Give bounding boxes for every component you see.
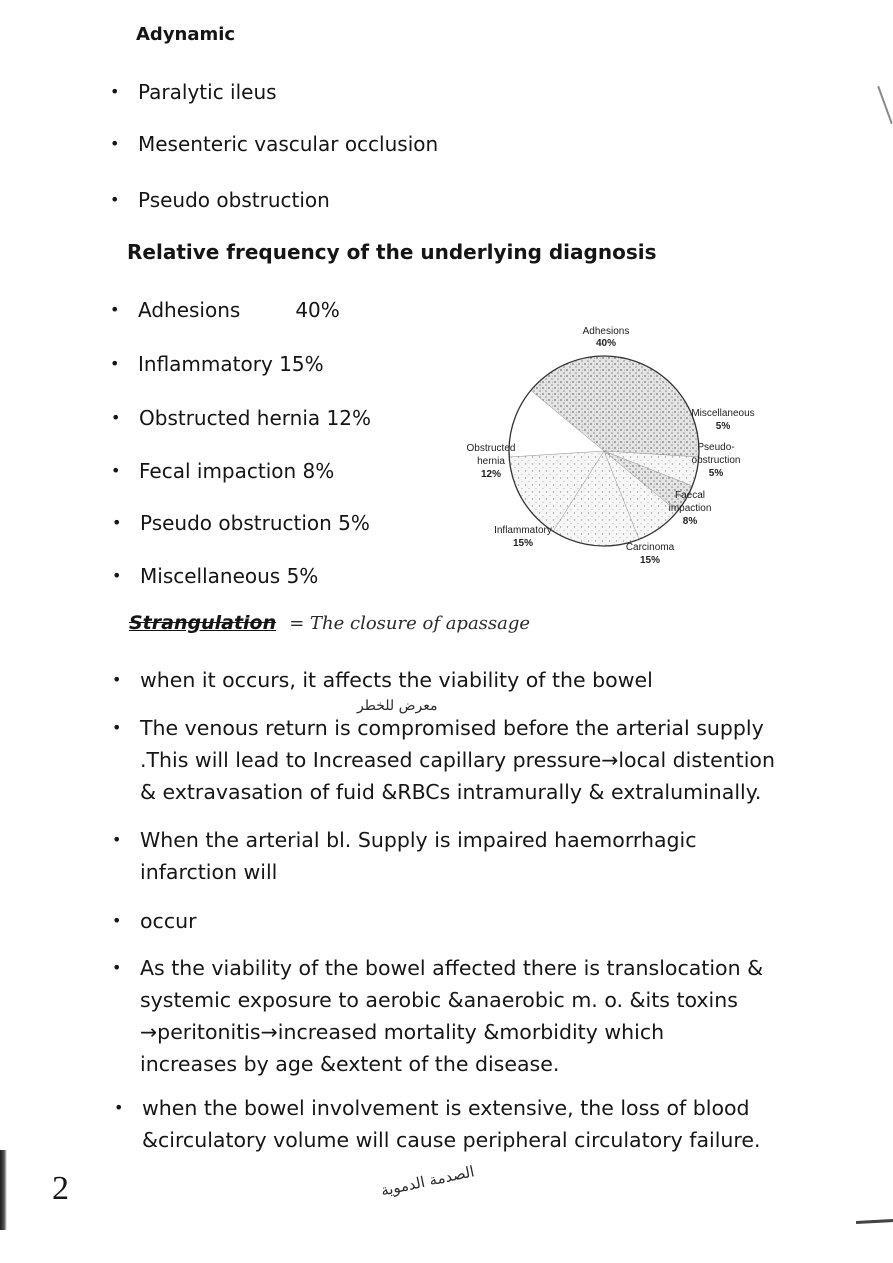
- bullet-icon: •: [112, 958, 122, 977]
- bullet-icon: •: [111, 461, 121, 480]
- pie-label-text: Carcinoma: [625, 542, 675, 553]
- pie-label-value: 15%: [639, 555, 661, 566]
- pie-label-text: obstruction: [691, 455, 741, 466]
- bullet-icon: •: [112, 830, 122, 849]
- list-item: • when the bowel involvement is extensive, the loss of blood &circulatory volume will cause peripheral circulatory failure.: [142, 1092, 761, 1156]
- diagnosis-pie-chart: [440, 315, 780, 575]
- handwritten-note: = The closure of apassage: [289, 613, 531, 634]
- pie-label-text: impaction: [668, 503, 712, 514]
- pie-label-value: 12%: [480, 469, 502, 480]
- page-number: 2: [52, 1170, 69, 1207]
- list-item: • occur: [140, 905, 197, 937]
- list-item: • As the viability of the bowel affected there is translocation & systemic exposure to aerobic &anaerobic m. o. &its toxins →peritonitis→increased mortality &morbidity which increases by age &extent of the disease.: [140, 952, 763, 1080]
- pie-label-text: Faecal: [674, 490, 706, 501]
- pie-slices: [509, 356, 699, 546]
- list-item: • Fecal impaction 8%: [139, 455, 334, 487]
- pie-label-pseudo-obstruction: [692, 442, 741, 479]
- pie-label-value: 5%: [715, 421, 731, 432]
- list-item: • When the arterial bl. Supply is impaired haemorrhagic infarction will: [140, 824, 697, 888]
- bullet-icon: •: [110, 190, 120, 209]
- list-item: • Miscellaneous 5%: [140, 560, 318, 592]
- list-item: • Adhesions 40%: [138, 294, 340, 326]
- pie-label-value: 5%: [708, 468, 724, 479]
- list-item: • when it occurs, it affects the viability of the bowel: [140, 664, 653, 696]
- adynamic-heading: Adynamic: [136, 24, 236, 45]
- pie-label-text: Miscellaneous: [691, 408, 755, 419]
- list-item: • Paralytic ileus: [138, 76, 277, 108]
- pie-label-value: 15%: [512, 538, 534, 549]
- handwritten-scribble: الصدمة الدموية: [379, 1162, 476, 1200]
- pie-label-faecal-impaction: [669, 490, 712, 527]
- pie-label-text: hernia: [477, 456, 505, 467]
- scan-edge-left: [0, 1150, 7, 1230]
- pie-label-adhesions: [583, 326, 630, 349]
- frequency-heading: Relative frequency of the underlying diagnosis: [127, 240, 657, 264]
- pie-label-text: Obstructed: [466, 443, 516, 454]
- bullet-icon: •: [111, 408, 121, 427]
- bullet-icon: •: [112, 566, 122, 585]
- list-item: • Inflammatory 15%: [138, 348, 324, 380]
- pie-label-text: Adhesions: [582, 326, 630, 337]
- pie-label-text: Inflammatory: [494, 525, 552, 536]
- pie-label-value: 40%: [595, 338, 617, 349]
- strangulation-heading-row: [129, 612, 530, 634]
- list-item: • Pseudo obstruction 5%: [140, 507, 370, 539]
- list-item: • Pseudo obstruction: [138, 184, 330, 216]
- pie-label-value: 8%: [682, 516, 698, 527]
- bullet-icon: •: [110, 134, 120, 153]
- bullet-icon: •: [110, 300, 120, 319]
- pie-label-carcinoma: [626, 542, 675, 566]
- pie-label-obstructed-hernia: [467, 443, 516, 480]
- bullet-icon: •: [114, 1098, 124, 1117]
- list-item: • Obstructed hernia 12%: [139, 402, 371, 434]
- bullet-icon: •: [110, 82, 120, 101]
- list-item: • Mesenteric vascular occlusion: [138, 128, 438, 160]
- pie-label-inflammatory: [494, 525, 552, 549]
- handwritten-arabic-note: معرض للخطر: [357, 698, 438, 714]
- scan-edge-right-top: [877, 86, 893, 124]
- bullet-icon: •: [112, 513, 122, 532]
- list-item: • The venous return is compromised before the arterial supply .This will lead to Increased capillary pressure→local distention & extravasation of fuid &RBCs intramurally & extraluminally.: [140, 712, 775, 808]
- pie-label-text: Pseudo-: [697, 442, 735, 453]
- pie-label-miscellaneous: [691, 408, 754, 432]
- bullet-icon: •: [112, 718, 122, 737]
- bullet-icon: •: [112, 911, 122, 930]
- scan-edge-right: [856, 1219, 893, 1224]
- bullet-icon: •: [110, 354, 120, 373]
- strangulation-heading: Strangulation: [129, 612, 277, 634]
- bullet-icon: •: [112, 670, 122, 689]
